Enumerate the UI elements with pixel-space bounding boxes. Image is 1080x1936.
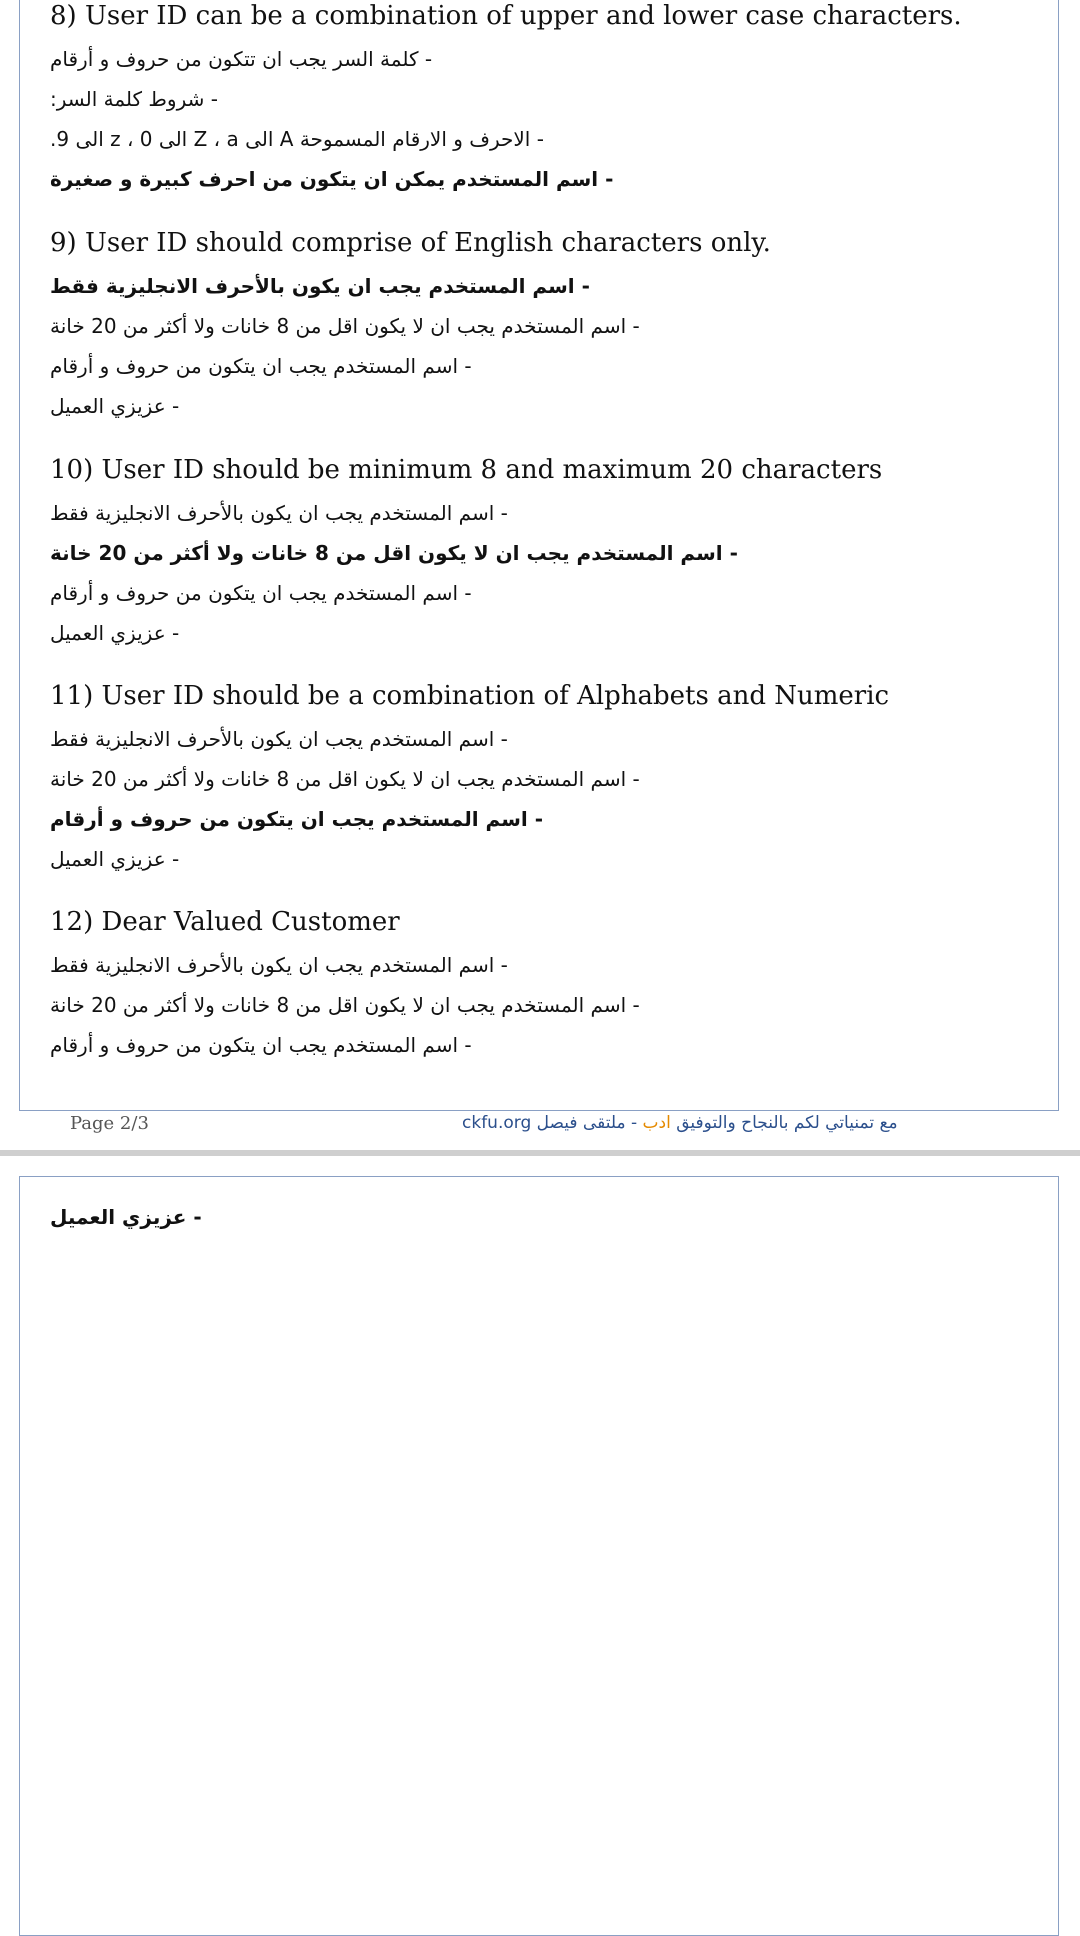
answer-option: - اسم المستخدم يجب ان لا يكون اقل من 8 خانات ولا أكثر من 20 خانة [50, 314, 640, 338]
answer-option: - اسم المستخدم يجب ان يكون بالأحرف الانجليزية فقط [50, 501, 508, 525]
answer-option-correct: - اسم المستخدم يمكن ان يتكون من احرف كبيرة و صغيرة [50, 167, 614, 191]
answer-option: - كلمة السر يجب ان تتكون من حروف و أرقام [50, 47, 433, 71]
answer-option: - عزيزي العميل [50, 621, 180, 645]
question-title: 9) User ID should comprise of English characters only. [50, 228, 771, 258]
question-title: 11) User ID should be a combination of Alphabets and Numeric [50, 681, 890, 711]
answer-option-correct: - اسم المستخدم يجب ان يتكون من حروف و أرقام [50, 807, 543, 831]
answer-option: - اسم المستخدم يجب ان يكون بالأحرف الانجليزية فقط [50, 953, 508, 977]
footer-wish-text: مع تمنياتي لكم بالنجاح والتوفيق [676, 1113, 898, 1133]
question-12-continued [50, 1197, 202, 1237]
answer-option-correct: - اسم المستخدم يجب ان يكون بالأحرف الانجليزية فقط [50, 274, 590, 298]
page-footer [0, 1113, 1080, 1141]
question-9 [50, 228, 771, 426]
answer-option: - شروط كلمة السر: [50, 87, 218, 111]
page-separator [0, 1150, 1080, 1156]
footer-credit [462, 1113, 898, 1133]
answer-option-correct: - عزيزي العميل [50, 1205, 202, 1229]
answer-option: - اسم المستخدم يجب ان لا يكون اقل من 8 خانات ولا أكثر من 20 خانة [50, 993, 640, 1017]
footer-site-link[interactable]: ملتقى فيصل ckfu.org [462, 1113, 626, 1133]
answer-option: - اسم المستخدم يجب ان يتكون من حروف و أرقام [50, 581, 472, 605]
question-8 [50, 1, 962, 199]
document-page-2 [19, 0, 1059, 1111]
page-number: Page 2/3 [70, 1113, 149, 1134]
answer-option: - عزيزي العميل [50, 847, 180, 871]
answer-option: - اسم المستخدم يجب ان يتكون من حروف و أرقام [50, 1033, 472, 1057]
question-10 [50, 455, 882, 653]
question-title: 10) User ID should be minimum 8 and maximum 20 characters [50, 455, 883, 485]
answer-option: - عزيزي العميل [50, 394, 180, 418]
question-11 [50, 681, 889, 879]
question-12 [50, 907, 640, 1065]
answer-option: - اسم المستخدم يجب ان يكون بالأحرف الانجليزية فقط [50, 727, 508, 751]
document-page-3 [19, 1176, 1059, 1936]
footer-section-text: ادب [642, 1113, 671, 1133]
question-title: 8) User ID can be a combination of upper and lower case characters. [50, 1, 962, 31]
answer-option-correct: - اسم المستخدم يجب ان لا يكون اقل من 8 خانات ولا أكثر من 20 خانة [50, 541, 738, 565]
question-title: 12) Dear Valued Customer [50, 907, 400, 937]
answer-option: - اسم المستخدم يجب ان يتكون من حروف و أرقام [50, 354, 472, 378]
answer-option: - اسم المستخدم يجب ان لا يكون اقل من 8 خانات ولا أكثر من 20 خانة [50, 767, 640, 791]
footer-separator: - [625, 1113, 643, 1133]
answer-option: - الاحرف و الارقام المسموحة A الى Z ، a الى z ، 0 الى 9. [50, 127, 544, 151]
